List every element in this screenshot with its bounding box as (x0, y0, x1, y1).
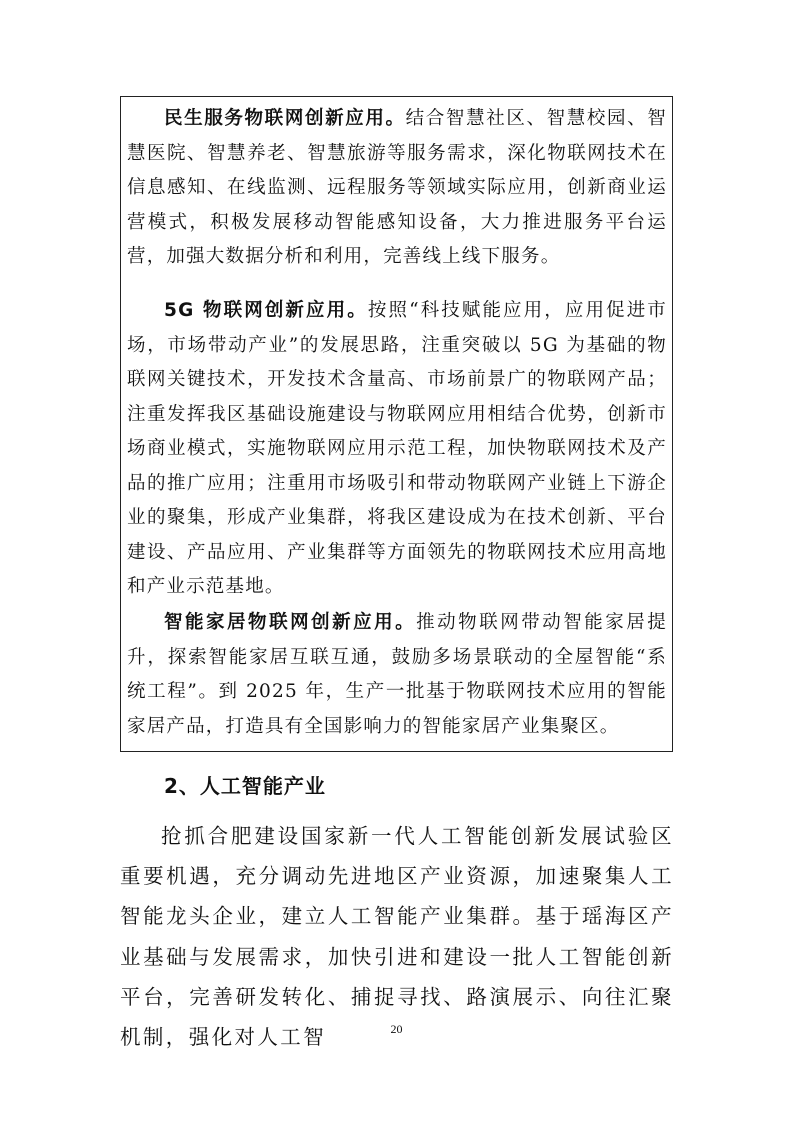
section-body: 抢抓合肥建设国家新一代人工智能创新发展试验区重要机遇，充分调动先进地区产业资源，加速聚集人工智能龙头企业，建立人工智能产业集群。基于瑶海区产业基础与发展需求，加快引进和建设一批人工智能创新平台，完善研发转化、捕捉寻找、路演展示、向往汇聚机制，强化对人工智 (120, 824, 674, 1050)
box-paragraph-livelihood (127, 102, 667, 275)
paragraph-text: 推动物联网带动智能家居提升，探索智能家居互联互通，鼓励多场景联动的全屋智能“系统工程”。到 2025 年，生产一批基于物联网技术应用的智能家居产品，打造具有全国影响力的智能家居产业集聚区。 (127, 612, 667, 737)
paragraph-text: 按照“科技赋能应用，应用促进市场，市场带动产业”的发展思路，注重突破以 5G 为基础的物联网关键技术，开发技术含量高、市场前景广的物联网产品；注重发挥我区基础设施建设与物联网应用相结合优势，创新市场商业模式，实施物联网应用示范工程，加快物联网技术及产品的推广应用；注重用市场吸引和带动物联网产业链上下游企业的聚集，形成产业集群，将我区建设成为在技术创新、平台建设、产品应用、产业集群等方面领先的物联网技术应用高地和产业示范基地。 (127, 300, 667, 597)
box-paragraph-5g (127, 294, 667, 605)
section-heading: 2、人工智能产业 (164, 774, 326, 798)
paragraph-lead: 智能家居物联网创新应用。 (164, 612, 417, 633)
box-paragraph-smart-home (127, 606, 667, 744)
paragraph-lead: 民生服务物联网创新应用。 (164, 108, 406, 129)
paragraph-text: 结合智慧社区、智慧校园、智慧医院、智慧养老、智慧旅游等服务需求，深化物联网技术在信息感知、在线监测、远程服务等领域实际应用，创新商业运营模式，积极发展移动智能感知设备，大力推进服务平台运营，加强大数据分析和利用，完善线上线下服务。 (127, 108, 667, 267)
paragraph-lead: 5G 物联网创新应用。 (164, 300, 368, 321)
page-number: 20 (390, 1022, 403, 1036)
